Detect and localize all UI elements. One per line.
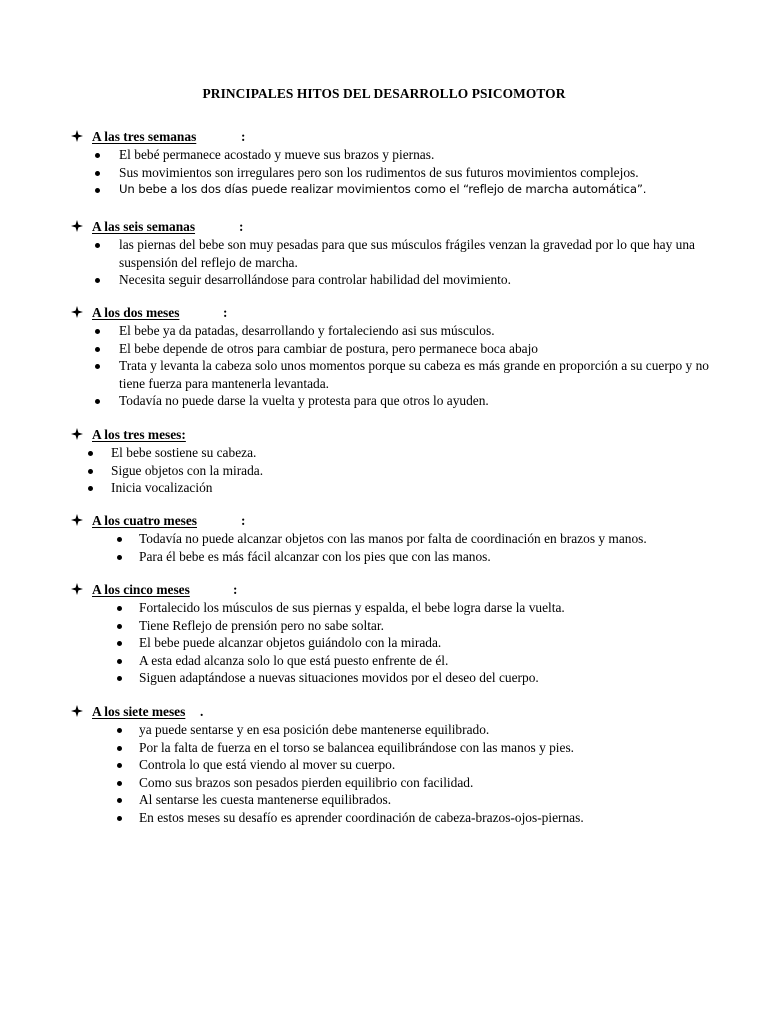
section-heading-suffix: : <box>239 219 244 234</box>
bullet-dot-icon <box>117 816 122 821</box>
section-heading-suffix: . <box>200 704 204 719</box>
diamond-bullet-icon <box>71 306 83 318</box>
bullet-list <box>0 146 719 199</box>
list-item: Al sentarse les cuesta mantenerse equilibrados. <box>139 791 739 809</box>
section-heading-suffix: : <box>223 305 228 320</box>
section-heading-text: A los cinco meses <box>92 582 190 597</box>
bullet-dot-icon <box>117 659 122 664</box>
list-item: Todavía no puede alcanzar objetos con las manos por falta de coordinación en brazos y manos. <box>139 530 739 548</box>
section-heading-suffix: : <box>233 582 238 597</box>
section-heading <box>0 304 768 322</box>
list-item: El bebe sostiene su cabeza. <box>111 444 711 462</box>
bullet-dot-icon <box>117 537 122 542</box>
section-heading-text: A los cuatro meses <box>92 513 198 528</box>
section-cuatro-meses <box>0 512 768 565</box>
bullet-list <box>0 530 739 565</box>
section-heading <box>0 426 768 444</box>
bullet-dot-icon <box>117 781 122 786</box>
list-item: Sus movimientos son irregulares pero son los rudimentos de sus futuros movimientos complejos. <box>119 164 719 182</box>
bullet-dot-icon <box>117 763 122 768</box>
bullet-dot-icon <box>117 728 122 733</box>
bullet-dot-icon <box>117 798 122 803</box>
bullet-dot-icon <box>95 188 100 193</box>
bullet-dot-icon <box>88 469 93 474</box>
bullet-dot-icon <box>95 153 100 158</box>
section-cinco-meses <box>0 581 768 687</box>
section-heading <box>0 703 768 721</box>
list-item: Sigue objetos con la mirada. <box>111 462 711 480</box>
diamond-bullet-icon <box>71 514 83 526</box>
section-heading <box>0 512 768 530</box>
bullet-list <box>0 322 719 410</box>
section-heading <box>0 218 768 236</box>
list-item: El bebe ya da patadas, desarrollando y fortaleciendo asi sus músculos. <box>119 322 719 340</box>
section-heading-text: A las seis semanas <box>92 219 196 234</box>
page-title: PRINCIPALES HITOS DEL DESARROLLO PSICOMOTOR <box>202 86 566 101</box>
list-item: Necesita seguir desarrollándose para controlar habilidad del movimiento. <box>119 271 719 289</box>
list-item: Trata y levanta la cabeza solo unos momentos porque su cabeza es más grande en proporción a su cuerpo y no tiene fuerza para mantenerla levantada. <box>119 357 719 392</box>
section-siete-meses <box>0 703 768 827</box>
list-item: Siguen adaptándose a nuevas situaciones movidos por el deseo del cuerpo. <box>139 669 739 687</box>
list-item: Fortalecido los músculos de sus piernas y espalda, el bebe logra darse la vuelta. <box>139 599 739 617</box>
bullet-dot-icon <box>117 676 122 681</box>
bullet-dot-icon <box>117 746 122 751</box>
bullet-dot-icon <box>117 624 122 629</box>
list-item: ya puede sentarse y en esa posición debe mantenerse equilibrado. <box>139 721 739 739</box>
bullet-dot-icon <box>95 347 100 352</box>
list-item: Controla lo que está viendo al mover su cuerpo. <box>139 756 739 774</box>
section-heading-text: A los siete meses <box>92 704 186 719</box>
bullet-dot-icon <box>117 606 122 611</box>
list-item: El bebé permanece acostado y mueve sus brazos y piernas. <box>119 146 719 164</box>
diamond-bullet-icon <box>71 220 83 232</box>
list-item: Todavía no puede darse la vuelta y protesta para que otros lo ayuden. <box>119 392 719 410</box>
list-item: Por la falta de fuerza en el torso se balancea equilibrándose con las manos y pies. <box>139 739 739 757</box>
bullet-dot-icon <box>95 278 100 283</box>
bullet-dot-icon <box>95 364 100 369</box>
list-item: Tiene Reflejo de prensión pero no sabe soltar. <box>139 617 739 635</box>
section-tres-meses <box>0 426 768 497</box>
section-dos-meses <box>0 304 768 410</box>
list-item: En estos meses su desafío es aprender coordinación de cabeza-brazos-ojos-piernas. <box>139 809 739 827</box>
section-heading <box>0 581 768 599</box>
section-heading <box>0 128 768 146</box>
bullet-list <box>0 721 739 827</box>
list-item: Un bebe a los dos días puede realizar movimientos como el “reflejo de marcha automática”. <box>119 181 719 199</box>
bullet-list <box>0 599 739 687</box>
diamond-bullet-icon <box>71 428 83 440</box>
bullet-dot-icon <box>95 329 100 334</box>
diamond-bullet-icon <box>71 705 83 717</box>
section-heading-text: A los tres meses: <box>92 427 186 442</box>
list-item: las piernas del bebe son muy pesadas para que sus músculos frágiles venzan la gravedad por lo que hay una suspensión del reflejo de marcha. <box>119 236 719 271</box>
list-item: Inicia vocalización <box>111 479 711 497</box>
bullet-dot-icon <box>95 243 100 248</box>
bullet-dot-icon <box>88 486 93 491</box>
section-seis-semanas <box>0 218 768 289</box>
section-heading-suffix: : <box>241 513 246 528</box>
bullet-list <box>0 444 711 497</box>
section-heading-suffix: : <box>241 129 246 144</box>
diamond-bullet-icon <box>71 583 83 595</box>
section-heading-text: A los dos meses <box>92 305 180 320</box>
bullet-dot-icon <box>88 451 93 456</box>
bullet-list <box>0 236 719 289</box>
list-item: El bebe puede alcanzar objetos guiándolo con la mirada. <box>139 634 739 652</box>
bullet-dot-icon <box>95 399 100 404</box>
diamond-bullet-icon <box>71 130 83 142</box>
section-heading-text: A las tres semanas <box>92 129 197 144</box>
bullet-dot-icon <box>117 641 122 646</box>
list-item: Para él bebe es más fácil alcanzar con los pies que con las manos. <box>139 548 739 566</box>
bullet-dot-icon <box>117 555 122 560</box>
section-tres-semanas <box>0 128 768 199</box>
list-item: Como sus brazos son pesados pierden equilibrio con facilidad. <box>139 774 739 792</box>
list-item: El bebe depende de otros para cambiar de postura, pero permanece boca abajo <box>119 340 719 358</box>
bullet-dot-icon <box>95 171 100 176</box>
list-item: A esta edad alcanza solo lo que está puesto enfrente de él. <box>139 652 739 670</box>
